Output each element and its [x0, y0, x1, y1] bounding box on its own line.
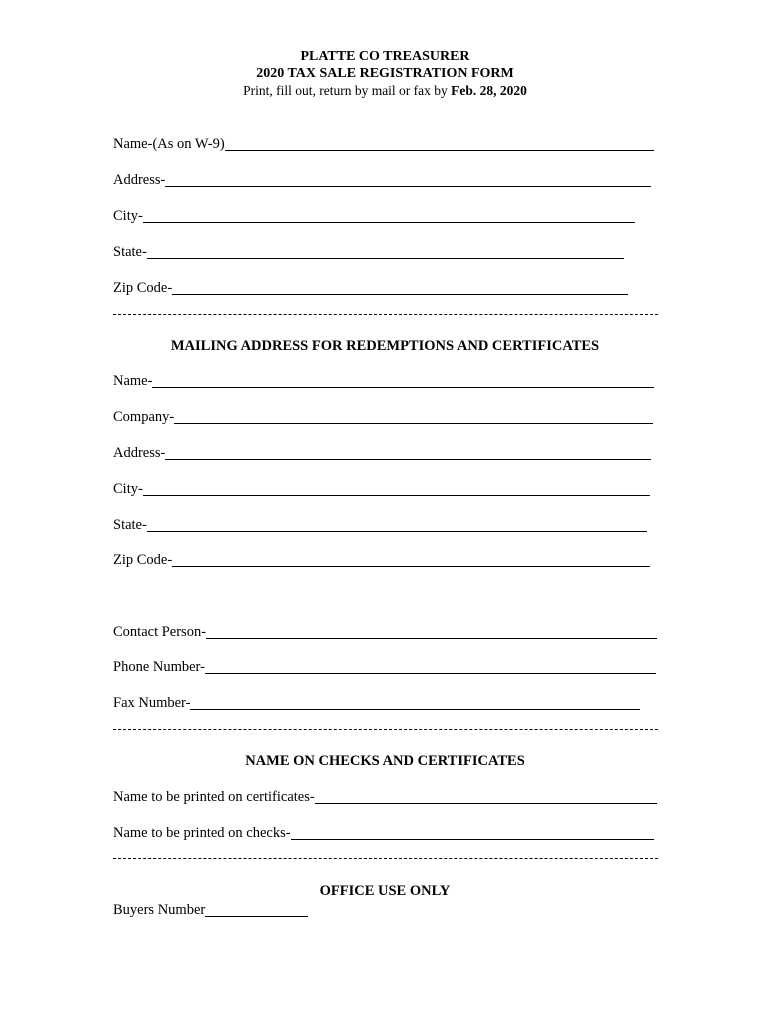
mailing-name-label: Name- — [113, 373, 153, 389]
phone-number-line[interactable] — [205, 659, 656, 674]
mailing-city-label: City- — [113, 481, 143, 497]
contact-person-field[interactable] — [113, 623, 657, 641]
fax-number-label: Fax Number- — [113, 695, 191, 711]
mailing-address-line[interactable] — [165, 445, 651, 460]
registrant-name-field[interactable] — [113, 135, 654, 153]
registrant-state-line[interactable] — [147, 244, 624, 259]
mailing-zip-label: Zip Code- — [113, 552, 173, 568]
buyers-number-line[interactable] — [205, 902, 308, 917]
instructions-text: Print, fill out, return by mail or fax by — [243, 83, 452, 98]
fax-number-field[interactable] — [113, 694, 640, 712]
registrant-city-label: City- — [113, 208, 143, 224]
buyers-number-field[interactable] — [113, 901, 308, 919]
mailing-address-field[interactable] — [113, 444, 651, 462]
registrant-zip-label: Zip Code- — [113, 280, 173, 296]
section-divider — [113, 314, 658, 315]
registrant-state-field[interactable] — [113, 243, 624, 261]
contact-person-line[interactable] — [206, 624, 657, 639]
section-divider — [113, 858, 658, 859]
mailing-zip-line[interactable] — [172, 552, 650, 567]
section-divider — [113, 729, 658, 730]
checks-name-label: Name to be printed on checks- — [113, 825, 291, 841]
mailing-company-line[interactable] — [174, 409, 653, 424]
certificates-name-label: Name to be printed on certificates- — [113, 789, 315, 805]
mailing-state-field[interactable] — [113, 516, 647, 534]
checks-name-field[interactable] — [113, 824, 654, 842]
mailing-city-field[interactable] — [113, 480, 650, 498]
registrant-city-field[interactable] — [113, 207, 635, 225]
registrant-state-label: State- — [113, 244, 147, 260]
office-use-title: OFFICE USE ONLY — [319, 883, 451, 899]
deadline-date: Feb. 28, 2020 — [451, 83, 527, 98]
mailing-city-line[interactable] — [143, 481, 650, 496]
mailing-zip-field[interactable] — [113, 551, 650, 569]
registrant-name-line[interactable] — [225, 136, 654, 151]
phone-number-field[interactable] — [113, 658, 656, 676]
contact-person-label: Contact Person- — [113, 624, 207, 640]
mailing-company-label: Company- — [113, 409, 175, 425]
checks-section-title: NAME ON CHECKS AND CERTIFICATES — [245, 753, 525, 769]
buyers-number-label: Buyers Number — [113, 902, 206, 918]
registrant-zip-field[interactable] — [113, 279, 628, 297]
registrant-city-line[interactable] — [143, 208, 635, 223]
certificates-name-line[interactable] — [315, 789, 657, 804]
form-issuer: PLATTE CO TREASURER — [300, 49, 470, 64]
mailing-name-field[interactable] — [113, 372, 654, 390]
mailing-company-field[interactable] — [113, 408, 653, 426]
checks-name-line[interactable] — [291, 825, 654, 840]
mailing-address-label: Address- — [113, 445, 166, 461]
fax-number-line[interactable] — [190, 695, 640, 710]
registrant-address-label: Address- — [113, 172, 166, 188]
form-title: 2020 TAX SALE REGISTRATION FORM — [256, 66, 514, 81]
form-instructions — [0, 82, 770, 99]
registrant-address-line[interactable] — [165, 172, 651, 187]
mailing-state-line[interactable] — [147, 517, 647, 532]
registrant-address-field[interactable] — [113, 171, 651, 189]
mailing-name-line[interactable] — [152, 373, 654, 388]
registrant-name-label: Name-(As on W-9) — [113, 136, 225, 152]
mailing-section-title: MAILING ADDRESS FOR REDEMPTIONS AND CERTIFICATES — [170, 338, 600, 354]
registrant-zip-line[interactable] — [172, 280, 628, 295]
phone-number-label: Phone Number- — [113, 659, 205, 675]
mailing-state-label: State- — [113, 517, 147, 533]
certificates-name-field[interactable] — [113, 788, 657, 806]
